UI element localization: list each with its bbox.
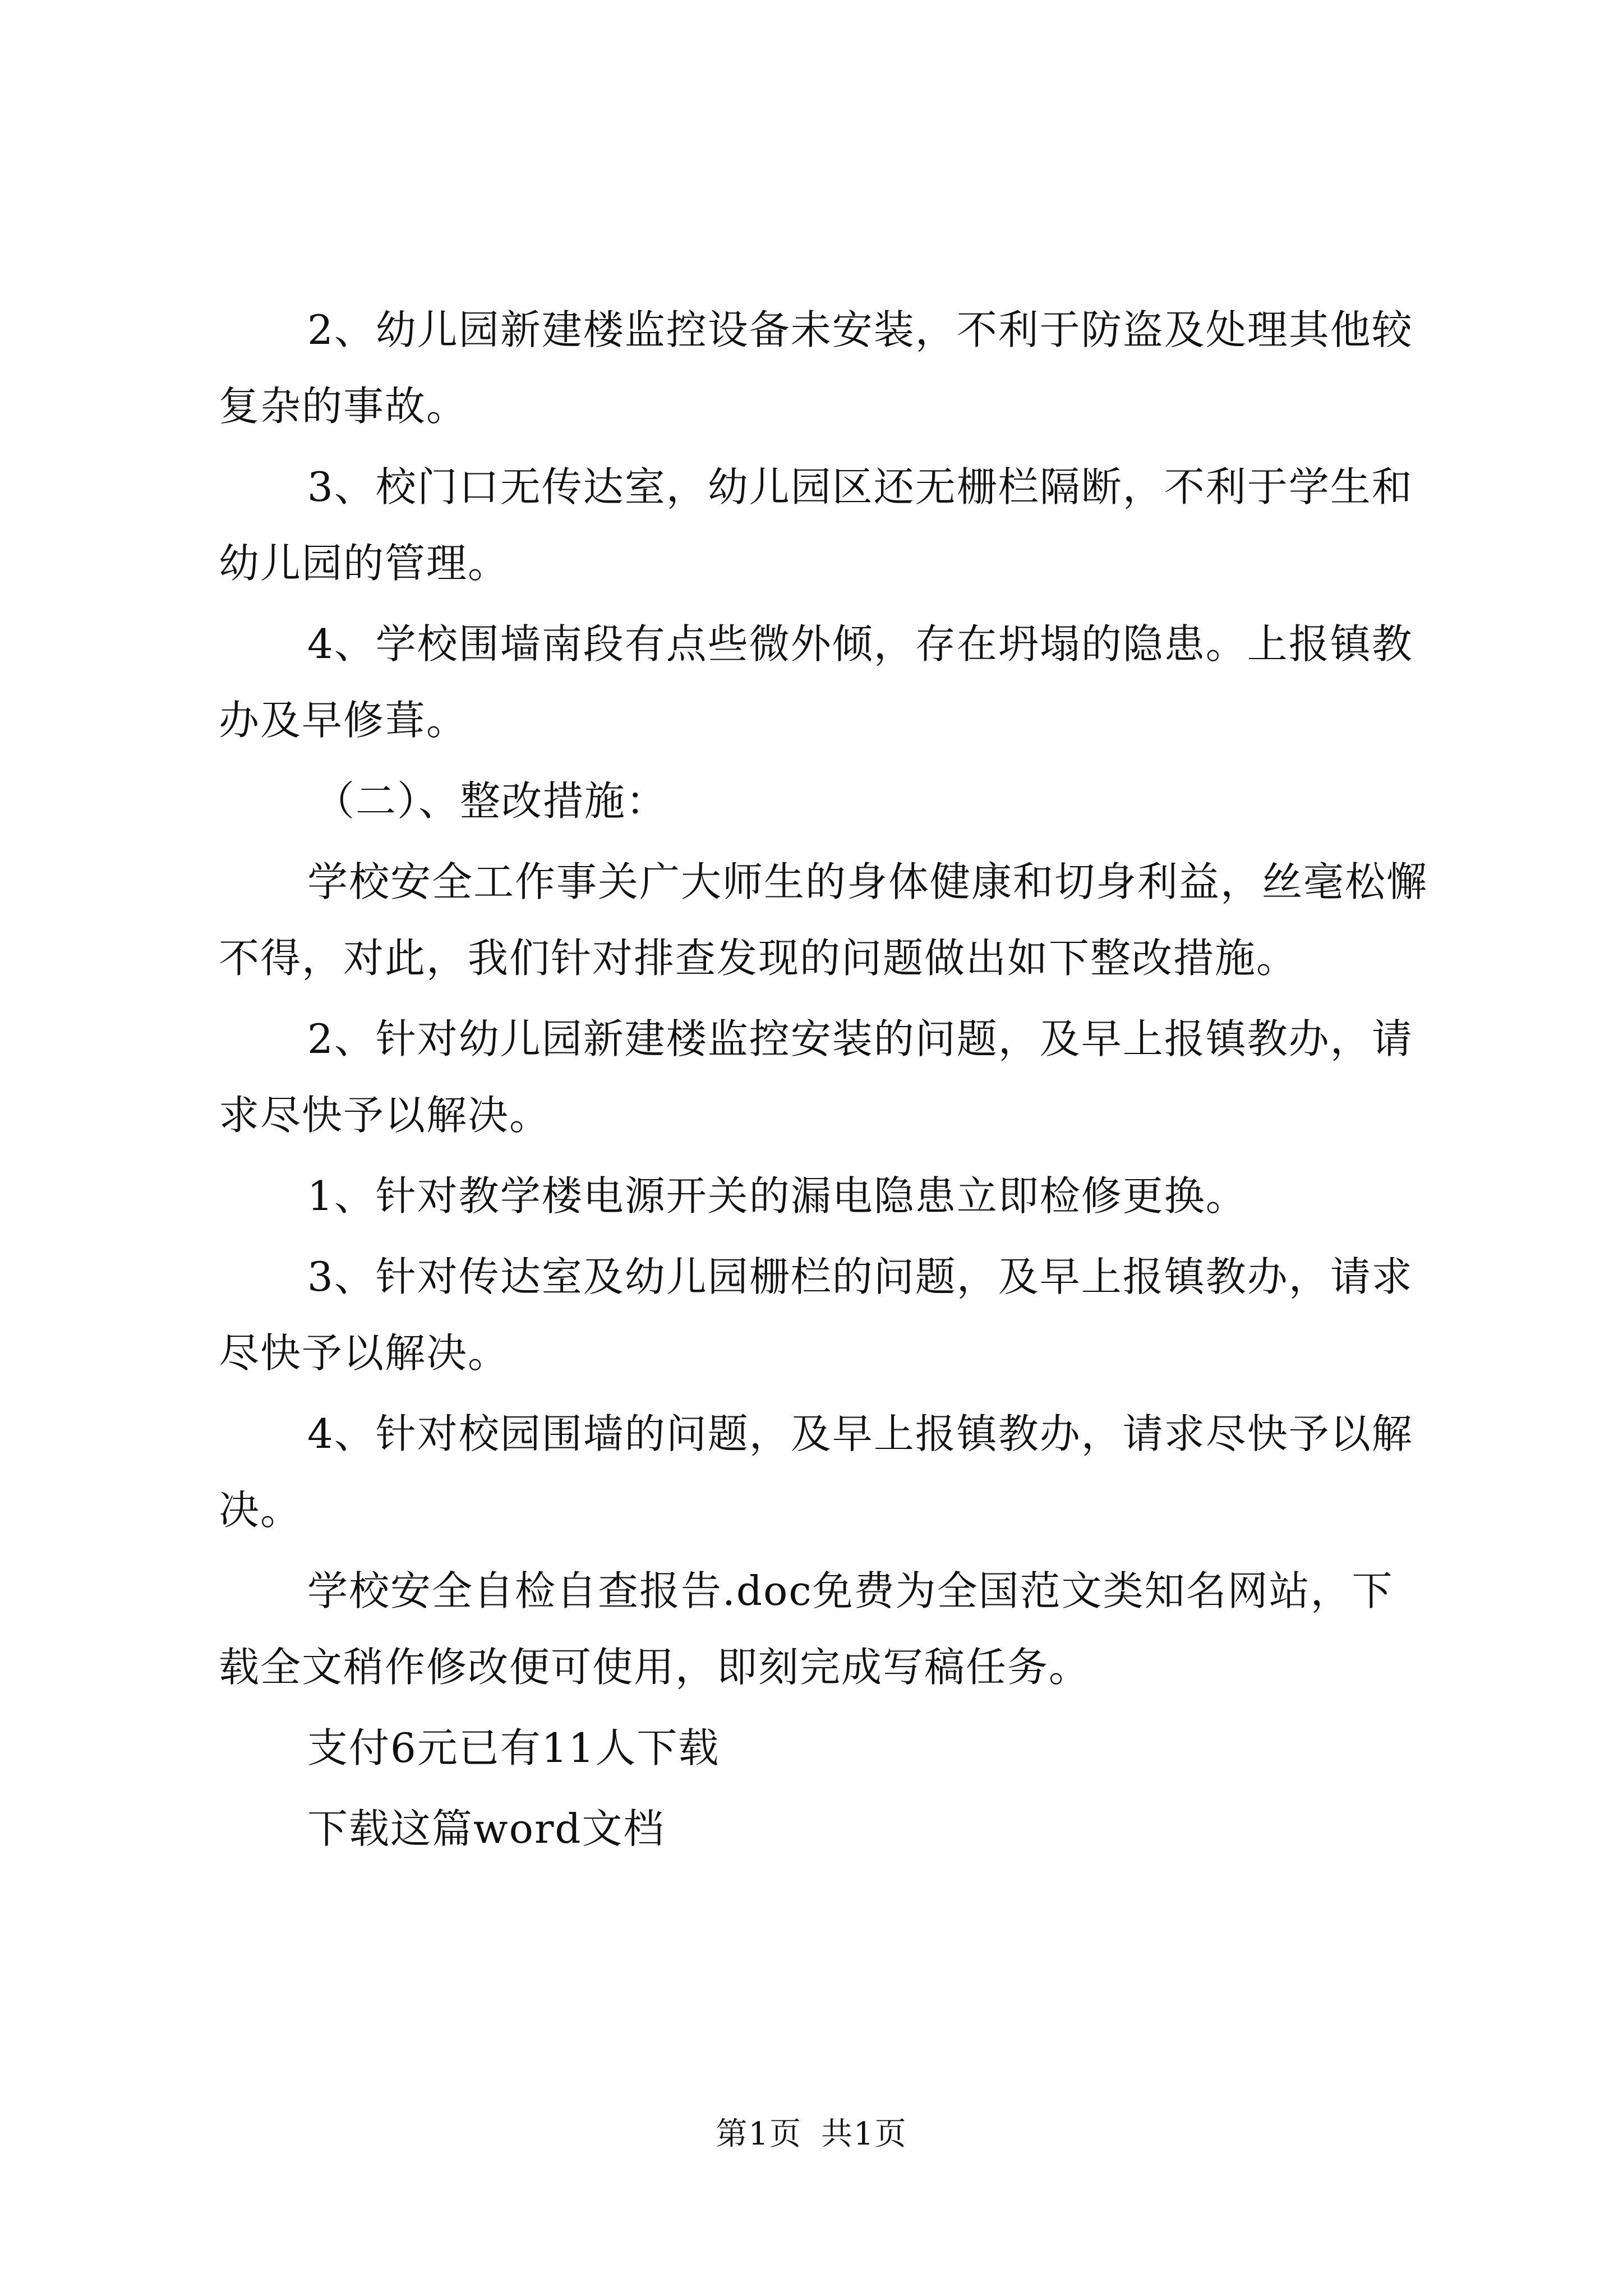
paragraph-issue-2: 2、幼儿园新建楼监控设备未安装，不利于防盗及处理其他较复杂的事故。 [219, 306, 1413, 430]
page-number-total: 共1页 [821, 2116, 907, 2152]
paragraph-site-notice: 学校安全自检自查报告.doc免费为全国范文类知名网站，下载全文稍作修改便可使用，即刻完成写稿任务。 [219, 1567, 1394, 1691]
paragraph-measure-2: 2、针对幼儿园新建楼监控安装的问题，及早上报镇教办，请求尽快予以解决。 [219, 1015, 1413, 1139]
document-body [219, 292, 1430, 1867]
page-footer [0, 2115, 1623, 2154]
paragraph-measure-4: 4、针对校园围墙的问题，及早上报镇教办，请求尽快予以解决。 [219, 1410, 1413, 1534]
paragraph-issue-4: 4、学校围墙南段有点些微外倾，存在坍塌的隐患。上报镇教办及早修葺。 [219, 620, 1413, 744]
paragraph-measures-intro: 学校安全工作事关广大师生的身体健康和切身利益，丝毫松懈不得，对此，我们针对排查发现的问题做出如下整改措施。 [219, 858, 1428, 982]
section-heading-measures: （二）、整改措施： [314, 777, 668, 825]
download-word-link[interactable]: 下载这篇word文档 [307, 1805, 665, 1852]
paragraph-measure-1: 1、针对教学楼电源开关的漏电隐患立即检修更换。 [307, 1172, 1247, 1220]
paragraph-issue-3: 3、校门口无传达室，幼儿园区还无栅栏隔断，不利于学生和幼儿园的管理。 [219, 463, 1413, 587]
paragraph-measure-3: 3、针对传达室及幼儿园栅栏的问题，及早上报镇教办，请求尽快予以解决。 [219, 1253, 1413, 1377]
download-info: 支付6元已有11人下载 [307, 1724, 720, 1772]
page-number-current: 第1页 [716, 2116, 802, 2152]
